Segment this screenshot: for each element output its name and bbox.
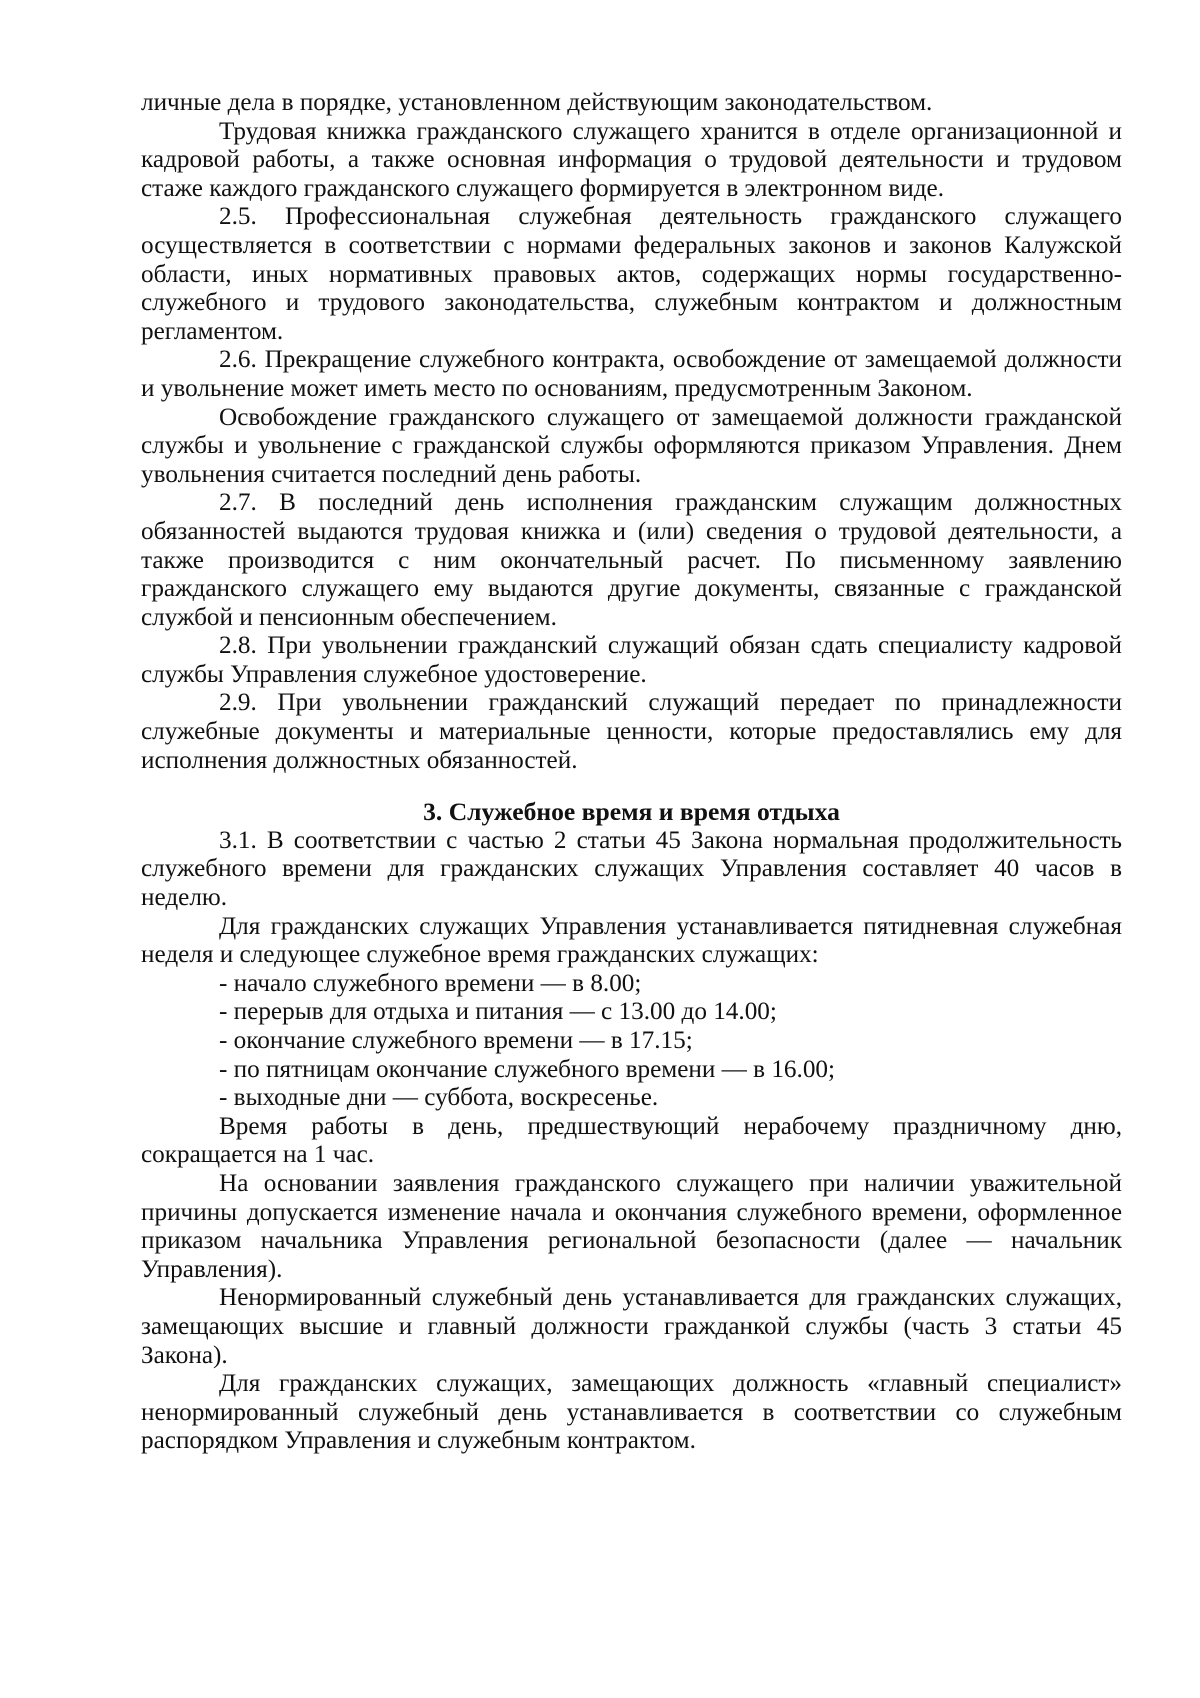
paragraph-chief-specialist: Для гражданских служащих, замещающих должность «главный специалист» ненормированный служебный день устанавливается в соответствии со служебным распорядком Управления и служебным контрактом. [141, 1370, 1122, 1455]
paragraph-work-book: Трудовая книжка гражданского служащего хранится в отделе организационной и кадровой работы, а также основная информация о трудовой деятельности и трудовом стаже каждого гражданского служащего формируется в электронном виде. [141, 117, 1122, 202]
paragraph-work-week: Для гражданских служащих Управления устанавливается пятидневная служебная неделя и следующее служебное время гражданских служащих: [141, 912, 1122, 969]
paragraph-pre-holiday: Время работы в день, предшествующий нерабочему праздничному дню, сокращается на 1 час. [141, 1112, 1122, 1169]
paragraph-2-6: 2.6. Прекращение служебного контракта, освобождение от замещаемой должности и увольнение может иметь место по основаниям, предусмотренным Законом. [141, 346, 1122, 402]
schedule-item-end: - окончание служебного времени — в 17.15; [219, 1027, 693, 1054]
paragraph-dismissal: Освобождение гражданского служащего от замещаемой должности гражданской службы и увольнение с гражданской службы оформляются приказом Управления. Днем увольнения считается последний день работы. [141, 403, 1122, 488]
schedule-list [141, 970, 1122, 1113]
paragraph-irregular-day: Ненормированный служебный день устанавливается для гражданских служащих, замещающих высшие и главный должности гражданкой службы (часть 3 статьи 45 Закона). [141, 1284, 1122, 1369]
paragraph-3-1: 3.1. В соответствии с частью 2 статьи 45 Закона нормальная продолжительность служебного времени для гражданских служащих Управления составляет 40 часов в неделю. [141, 826, 1122, 912]
paragraph-2-8: 2.8. При увольнении гражданский служащий обязан сдать специалисту кадровой службы Управления служебное удостоверение. [141, 632, 1122, 688]
schedule-item-break: - перерыв для отдыха и питания — с 13.00 до 14.00; [219, 998, 777, 1026]
schedule-item-weekend: - выходные дни — суббота, воскресенье. [219, 1084, 659, 1112]
paragraph-2-7: 2.7. В последний день исполнения гражданским служащим должностных обязанностей выдаются трудовая книжка и (или) сведения о трудовой деятельности, а также производится с ним окончательный расчет. По письменному заявлению гражданского служащего ему выдаются другие документы, связанные с гражданской службой и пенсионным обеспечением. [141, 489, 1122, 631]
schedule-item-friday: - по пятницам окончание служебного времени — в 16.00; [219, 1055, 836, 1083]
paragraph-2-9: 2.9. При увольнении гражданский служащий передает по принадлежности служебные документы и материальные ценности, которые предоставлялись ему для исполнения должностных обязанностей. [141, 689, 1122, 774]
document-body [141, 89, 1122, 1456]
paragraph-2-5: 2.5. Профессиональная служебная деятельность гражданского служащего осуществляется в соответствии с нормами федеральных законов и законов Калужской области, иных нормативных правовых актов, содержащих нормы государственно-служебного и трудового законодательства, служебным контрактом и должностным регламентом. [141, 203, 1122, 345]
schedule-item-start: - начало служебного времени — в 8.00; [219, 969, 642, 997]
paragraph-schedule-change: На основании заявления гражданского служащего при наличии уважительной причины допускается изменение начала и окончания служебного времени, оформленное приказом начальника Управления региональной безопасности (далее — начальник Управления). [141, 1169, 1122, 1283]
section-3-heading: 3. Служебное время и время отдыха [423, 797, 840, 827]
paragraph-personal-files: личные дела в порядке, установленном действующим законодательством. [141, 89, 933, 116]
